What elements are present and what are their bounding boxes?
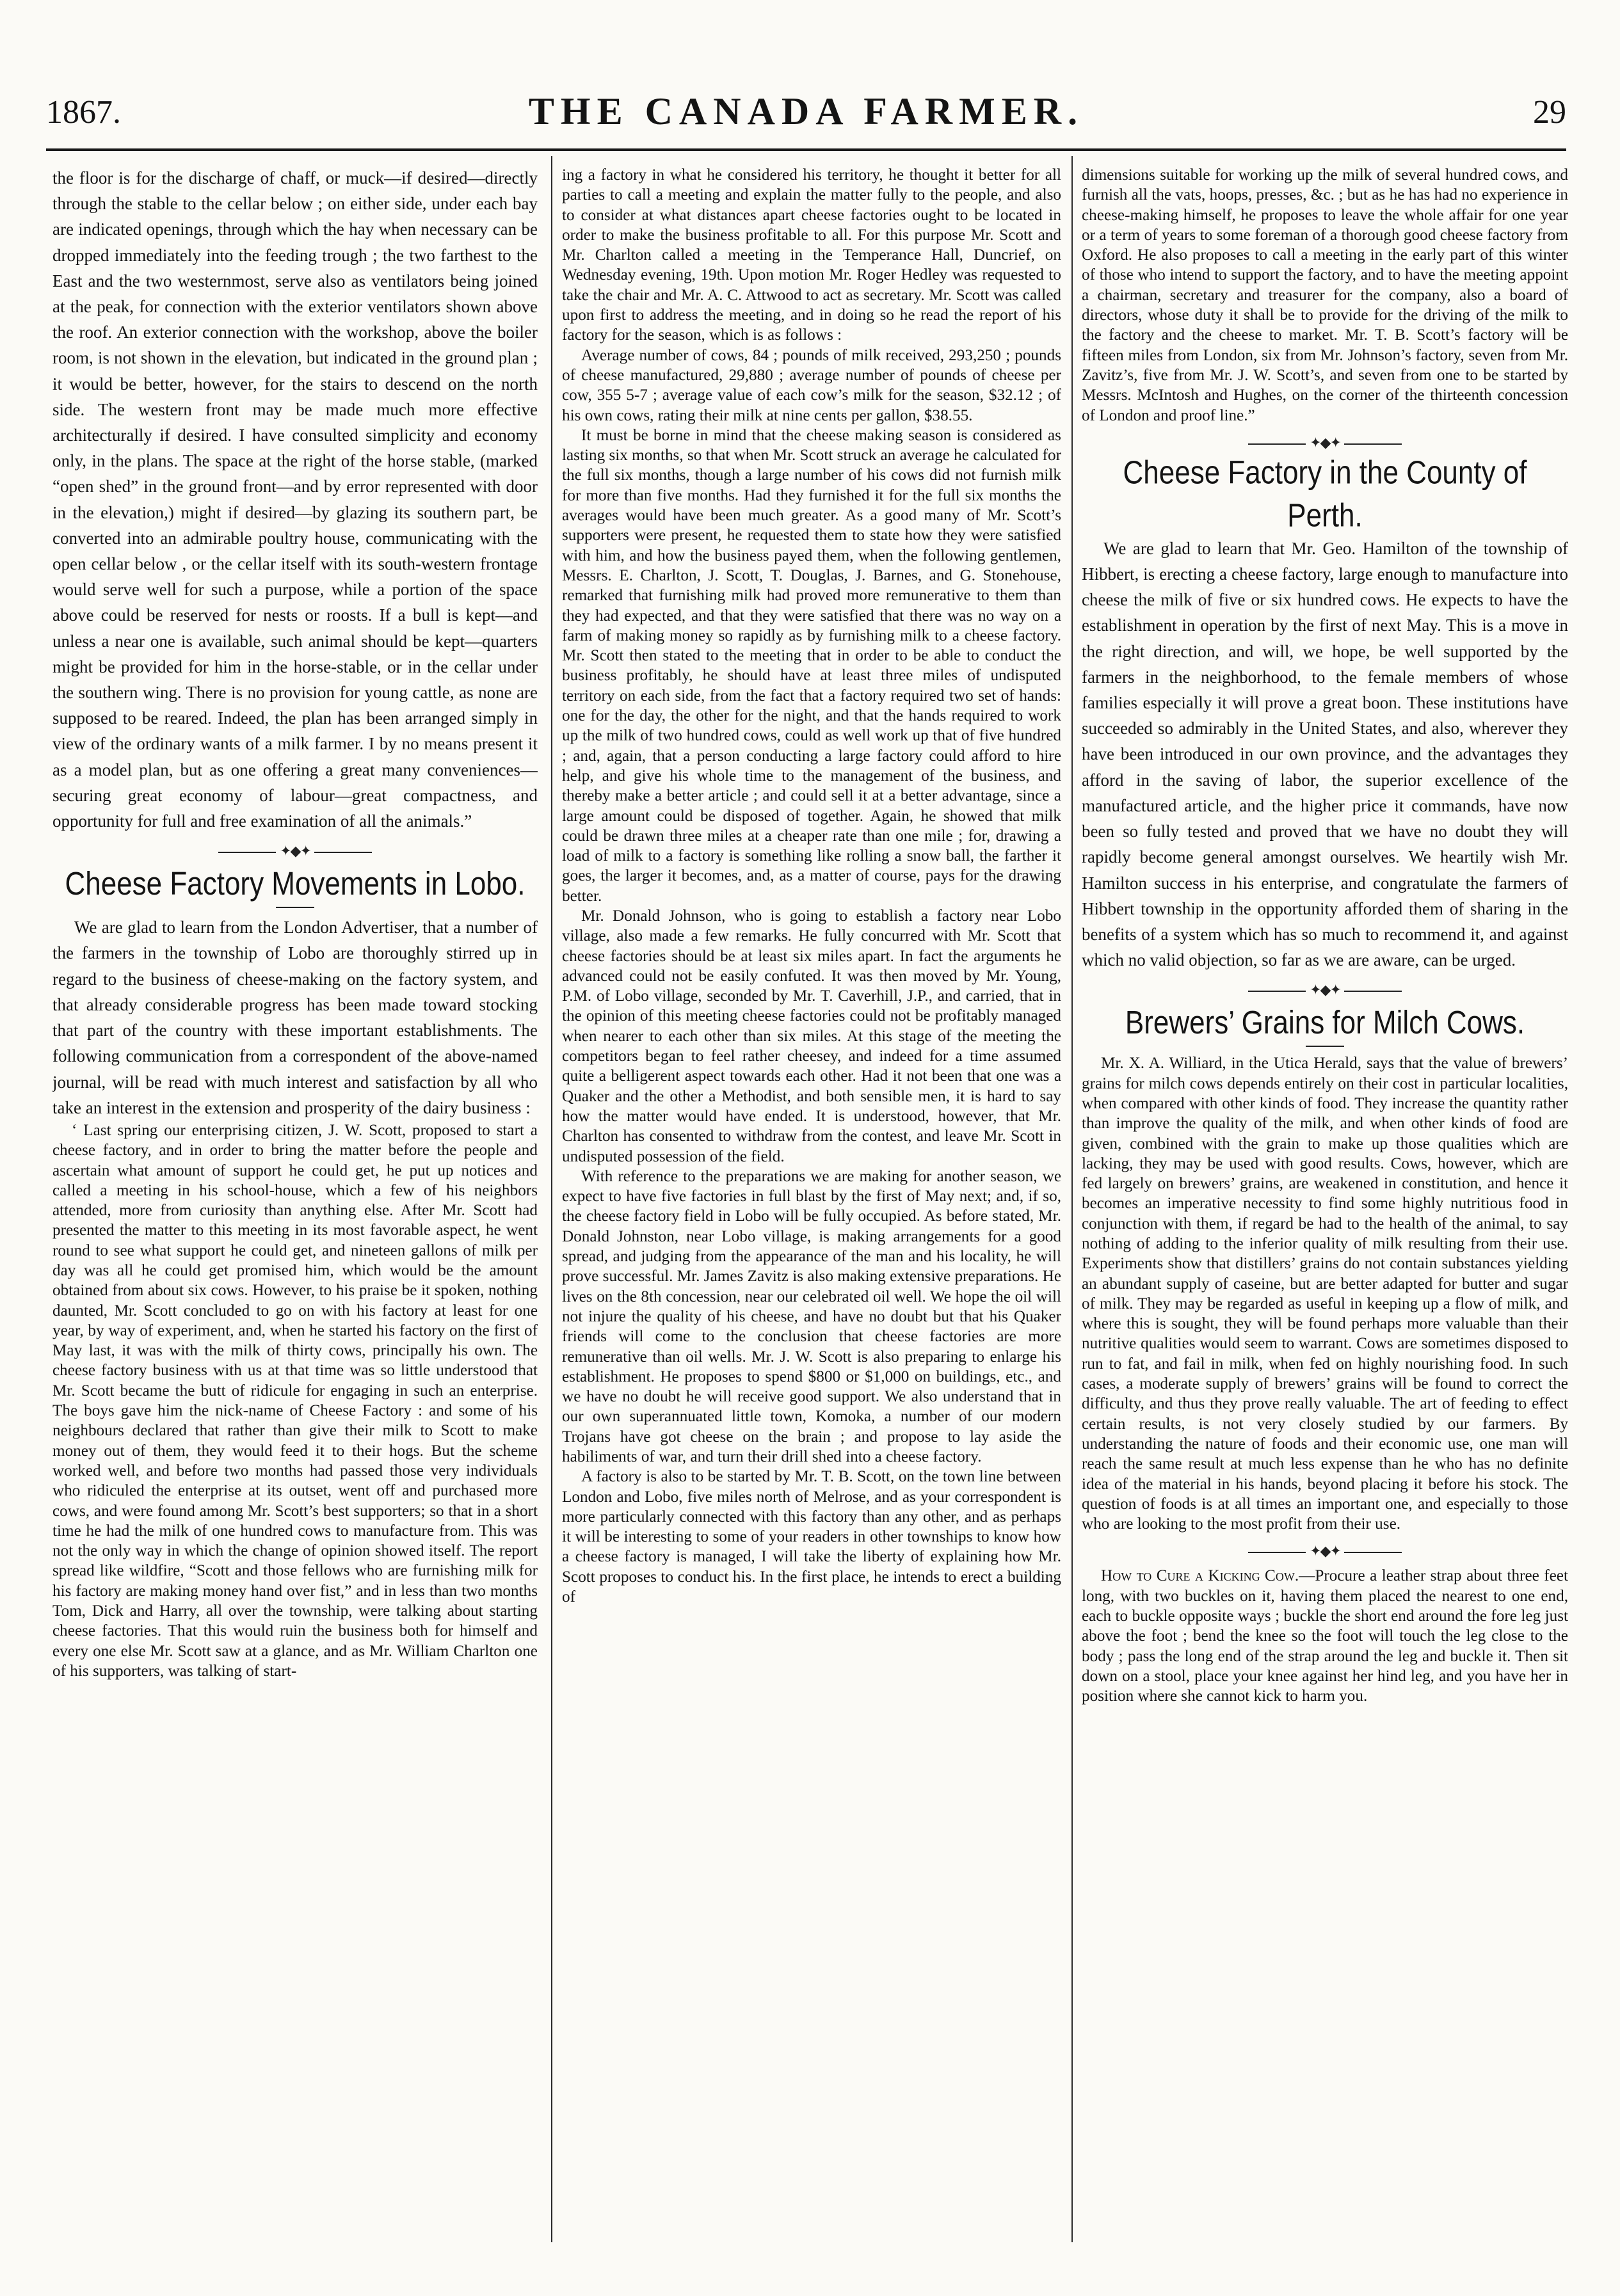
masthead [46,90,1566,137]
barn-plan-article-end [52,165,538,834]
column-divider [551,156,552,2242]
ornament-divider: ✦◆✦ [1082,434,1568,451]
article-heading: Brewers’ Grains for Milch Cows. [1125,1005,1525,1041]
paragraph: A factory is also to be started by Mr. T. B. Scott, on the town line between London and Lobo, five miles north of Melrose, and as your correspondent is more particularly connected with this factory than any other, and as perhaps it will be interesting to some of your readers in other townships to know how a cheese factory is managed, I will take the liberty of explaining how Mr. Scott proposes to conduct his. In the first place, he intends to erect a building of [562,1468,1061,1606]
masthead-title: THE CANADA FARMER. [528,90,1084,132]
ornament-divider: ✦◆✦ [1082,982,1568,998]
item-lead: How to Cure a Kicking Cow. [1101,1567,1299,1585]
page-number: 29 [1533,94,1566,131]
paragraph: We are glad to learn that Mr. Geo. Hamilton of the township of Hibbert, is erecting a cheese factory, large enough to manufacture into cheese the milk of five or six hundred cows. He expects to have the establishment in operation by the first of next May. This is a move in the right direction, and will, we hope, be well supported by the farmers in the neighborhood, to the female members of whose families especially it will prove a great boon. These institutions have succeeded so admirably in the United States, and also, wherever they have been introduced in our own province, and the advantages they afford in the saving of labor, the superior excellence of the manufactured article, and the higher price it commands, have now been so fully tested and proved that we have no doubt they will rapidly become general amongst ourselves. We heartily wish Mr. Hamilton success in his enterprise, and congratulate the farmers of Hibbert township in the opportunity afforded them of sharing in the benefits of a system which has so much to recommend it, and against which no valid objection, so far as we are aware, can be urged. [1082,538,1568,970]
column-3 [1082,165,1568,2270]
paragraph: dimensions suitable for working up the milk of several hundred cows, and furnish all the vats, hoops, presses, &c. ; but as he has had no experience in cheese-making himself, he proposes to leave the whole affair for one year or a term of years to some foreman of a thorough good cheese factory from Oxford. He also proposes to call a meeting in the early part of this winter of those who intend to support the factory, and to have the meeting appoint a chairman, secretary and treasurer for the company, also a board of directors, whose duty it shall be to provide for the driving of the milk to the factory and the cheese to market. Mr. T. B. Scott’s factory will be fifteen miles from London, six from Mr. Johnson’s factory, seven from Mr. Zavitz’s, five from Mr. J. W. Scott’s, and seven from one to be started by Messrs. McIntosh and Hughes, on the corner of the thirteenth concession of London and proof line.” [1082,166,1568,424]
masthead-rule [46,148,1566,151]
paragraph: Mr. Donald Johnson, who is going to establish a factory near Lobo village, also made a few remarks. He fully concurred with Mr. Scott that cheese factories should be at least six miles apart. In fact the arguments he advanced could not be easily confuted. It was then moved by Mr. Young, P.M. of Lobo village, seconded by Mr. T. Caverhill, J.P., and carried, that in the opinion of this meeting cheese factories could not be profitably managed when nearer to each other than six miles. At this stage of the meeting the competitors began to feel rather cheesey, and indeed for a time assumed quite a belligerent aspect towards each other. Had it not been that one was a Quaker and the other a Methodist, and both sensible men, it is hard to say how the matter would have ended. It is understood, however, that Mr. Charlton has consented to withdraw from the contest, and leave Mr. Scott in undisputed possession of the field. [562,907,1061,1165]
paragraph: the floor is for the discharge of chaff, or muck—if desired—directly through the stable to the cellar below ; on either side, under each bay are indicated openings, through which the hay when necessary can be dropped immediately into the feeding trough ; the two farthest to the East and the two westernmost, serve also as ventilators being joined at the peak, for connection with the exterior ventilators shown above the roof. An exterior connection with the workshop, above the boiler room, is not shown in the elevation, but indicated in the ground plan ; it would be better, however, for the stairs to descend on the north side. The western front may be made much more effective architecturally if desired. I have consulted simplicity and economy only, in the plans. The space at the right of the horse stable, (marked “open shed” in the ground front—and by error represented with door in the elevation,) might if desired—by glazing its southern part, be converted into an admirable poultry house, communicating with the open cellar below , or the cellar itself with its south-western frontage would serve well for such a purpose, while a portion of the space above could be reserved for nests or roosts. If a bull is kept—and unless a near one is available, such animal should be kept—quarters might be provided for him in the horse-stable, or in the cellar under the southern wing. There is no provision for young cattle, as none are supposed to be reared. Indeed, the plan has been arranged simply in view of the ordinary wants of a milk farmer. I by no means present it as a model plan, but as one offering a great many conveniences—securing great economy of labour—great compactness, and opportunity for full and free examination of all the animals.” [52,168,538,831]
ornament-divider: ✦◆✦ [52,843,538,859]
paragraph: Average number of cows, 84 ; pounds of milk received, 293,250 ; pounds of cheese manufactured, 29,880 ; average number of pounds of cheese per cow, 355 5-7 ; average value of each cow’s milk for the season, $32.12 ; of his own cows, rating their milk at nine cents per gallon, $38.55. [562,346,1061,424]
masthead-year: 1867. [46,94,121,131]
heading-rule [1306,1046,1344,1047]
article-heading: Cheese Factory Movements in Lobo. [65,866,525,902]
paragraph: ‘ Last spring our enterprising citizen, J. W. Scott, proposed to start a cheese factory, and in order to bring the matter before the people and ascertain what amount of support he could get, he put up notices and called a meeting in his school-house, which a few of his neighbors attended, more from curiosity than anything else. After Mr. Scott had presented the matter to this meeting in its most favorable aspect, he went round to see what support he could get, and nineteen gallons of milk per day was all he could get promised him, which would be the amount obtained from about six cows. However, to his praise be it spoken, nothing daunted, Mr. Scott concluded to go on with his factory at least for one year, by way of experiment, and, when he started his factory on the first of May last, it was with the milk of thirty cows, principally his own. The cheese factory business with us at that time was so little understood that Mr. Scott became the butt of ridicule for engaging in such an enterprise. The boys gave him the nick-name of Cheese Factory : and some of his neighbours declared that rather than give their milk to Scott to make money out of them, they would feed it to their hogs. But the scheme worked well, and before two months had passed those very individuals who ridiculed the enterprise at its outset, went off and purchased more cows, and were found among Mr. Scott’s best supporters; so that in a short time he had the milk of one hundred cows to manufacture from. This was not the only way in which the change of opinion showed itself. The report spread like wildfire, “Scott and those fellows who are furnishing milk for his factory are making money hand over fist,” and in less than two months Tom, Dick and Harry, all over the township, were talking about starting cheese factories. That this would ruin the business both for himself and every one else Mr. Scott saw at a glance, and as Mr. William Charlton one of his supporters, was talking of start- [52,1121,538,1680]
column-2 [562,165,1061,2270]
item-body: —Procure a leather strap about three feet long, with two buckles on it, having them placed the nearest to one end, each to buckle opposite ways ; buckle the short end around the fore leg just above the foot ; bend the knee so the foot will touch the leg close to the body ; pass the long end of the strap around the leg and buckle it. Then sit down on a stool, place your knee against her hind leg, and you have her in position where she cannot kick to harm you. [1082,1567,1568,1705]
column-divider [1071,156,1073,2242]
article-heading: Cheese Factory in the County of Perth. [1123,454,1527,534]
paragraph: Mr. X. A. Williard, in the Utica Herald, says that the value of brewers’ grains for milch cows depends entirely on their cost in particular localities, when compared with other kinds of food. They increase the quantity rather than improve the quality of the milk, and when other kinds of food are given, combined with the grain to make up those qualities which are lacking, they may be used with good results. Cows, however, which are fed largely on brewers’ grains, are weakened in constitution, and hence it becomes an imperative necessity to find some highly nutritious food in conjunction with them, if regard be had to the health of the animal, to say nothing of adding to the inferior quality of milk resulting from their use. Experiments show that distillers’ grains do not contain substances yielding an abundant supply of caseine, but are better adapted for butter and sugar of milk. They may be regarded as useful in keeping up a flow of milk, and where this is sought, they will be found perhaps more valuable than their nutritive qualities would seem to warrant. Cows are sometimes disposed to run to fat, and fail in milk, when fed on highly nourishing food. In such cases, a moderate supply of brewers’ grains will be found to correct the difficulty, and thus they prove really valuable. The art of feeding to effect certain results, is not very closely studied by our farmers. By understanding the nature of foods and their economic use, one man will reach the same result at much less expense than he who has no definite idea of the material in his hands, beyond placing it before his stock. The question of foods is at all times an important one, and especially to those who are looking to the most profit from their use. [1082,1055,1568,1533]
paragraph: With reference to the preparations we are making for another season, we expect to have five factories in full blast by the first of May next; and, if so, the cheese factory field in Lobo will be fully occupied. As before stated, Mr. Donald Johnston, near Lobo village, is making arrangements for a good spread, and judging from the appearance of the man and his locality, he will prove successful. Mr. James Zavitz is also making extensive preparations. He lives on the 8th concession, near our celebrated oil well. We hope the oil will not injure the quality of his cheese, and have no doubt but that his Quaker friends will come to the conclusion that cheese factories are more remunerative than oil wells. Mr. J. W. Scott is also preparing to enlarge his establishment. He proposes to spend $800 or $1,000 on buildings, etc., and we have no doubt he will receive good support. We also understand that in our own superannuated little town, Komoka, a number of our modern Trojans have got cheese on the brain ; and propose to lay aside the habiliments of war, and turn their drill shed into a cheese factory. [562,1167,1061,1465]
quoted-correspondence [52,1120,538,1681]
paragraph: It must be borne in mind that the cheese making season is considered as lasting six months, so that when Mr. Scott struck an average he calculated for the full six months, though a large number of his cows did not furnish milk for more than five months. Had they furnished it for the full six months the averages would have been much greater. As a good many of Mr. Scott’s supporters were present, he requested them to state how they were satisfied with him, and how the business payed them, when the following gentlemen, Messrs. E. Charlton, J. Scott, T. Douglas, J. Barnes, and G. Stonehouse, remarked that furnishing milk had proved more remunerative to them than they had expected, and that they were satisfied that there was no way on a farm of making money so rapidly as by furnishing milk to a cheese factory. Mr. Scott then stated to the meeting that in order to be able to conduct the business profitably, he should have at least three miles of undisputed territory on each side, from the fact that a factory required two set of hands: one for the day, the other for the night, and that the hands required to work up the milk of two hundred cows, could as well work up that of five hundred ; and, again, that a person conducting a large factory could afford to hire help, and give his whole time to the management of the business, and thereby make a better article ; and could sell it at a better advantage, since a large amount could be disposed of together. Again, he showed that milk could be drawn three miles at a cheaper rate than one mile ; for, drawing a load of milk to a factory is something like rolling a snow ball, the farther it goes, the larger it becomes, and, as a matter of course, pays for the drawing better. [562,426,1061,905]
heading-rule [276,907,314,908]
column-1 [52,165,538,2270]
paragraph [1082,1566,1568,1706]
paragraph: We are glad to learn from the London Advertiser, that a number of the farmers in the township of Lobo are thoroughly stirred up in regard to the business of cheese-making on the factory system, and that already considerable progress has been made toward stocking that part of the country with these important establishments. The following communication from a correspondent of the above-named journal, will be read with much interest and satisfaction by all who take an interest in the extension and prosperity of the dairy business : [52,918,538,1117]
paragraph: ing a factory in what he considered his territory, he thought it better for all parties to call a meeting and explain the matter fully to the people, and also to consider at what distances apart cheese factories ought to be located in order to make the business profitable to all. For this purpose Mr. Scott and Mr. Charlton called a meeting in the Temperance Hall, Duncrief, on Wednesday evening, 19th. Upon motion Mr. Roger Hedley was requested to take the chair and Mr. A. C. Attwood to act as secretary. Mr. Scott was called upon first to address the meeting, and in doing so he read the report of his factory for the season, which is as follows : [562,166,1061,344]
ornament-divider: ✦◆✦ [1082,1543,1568,1559]
